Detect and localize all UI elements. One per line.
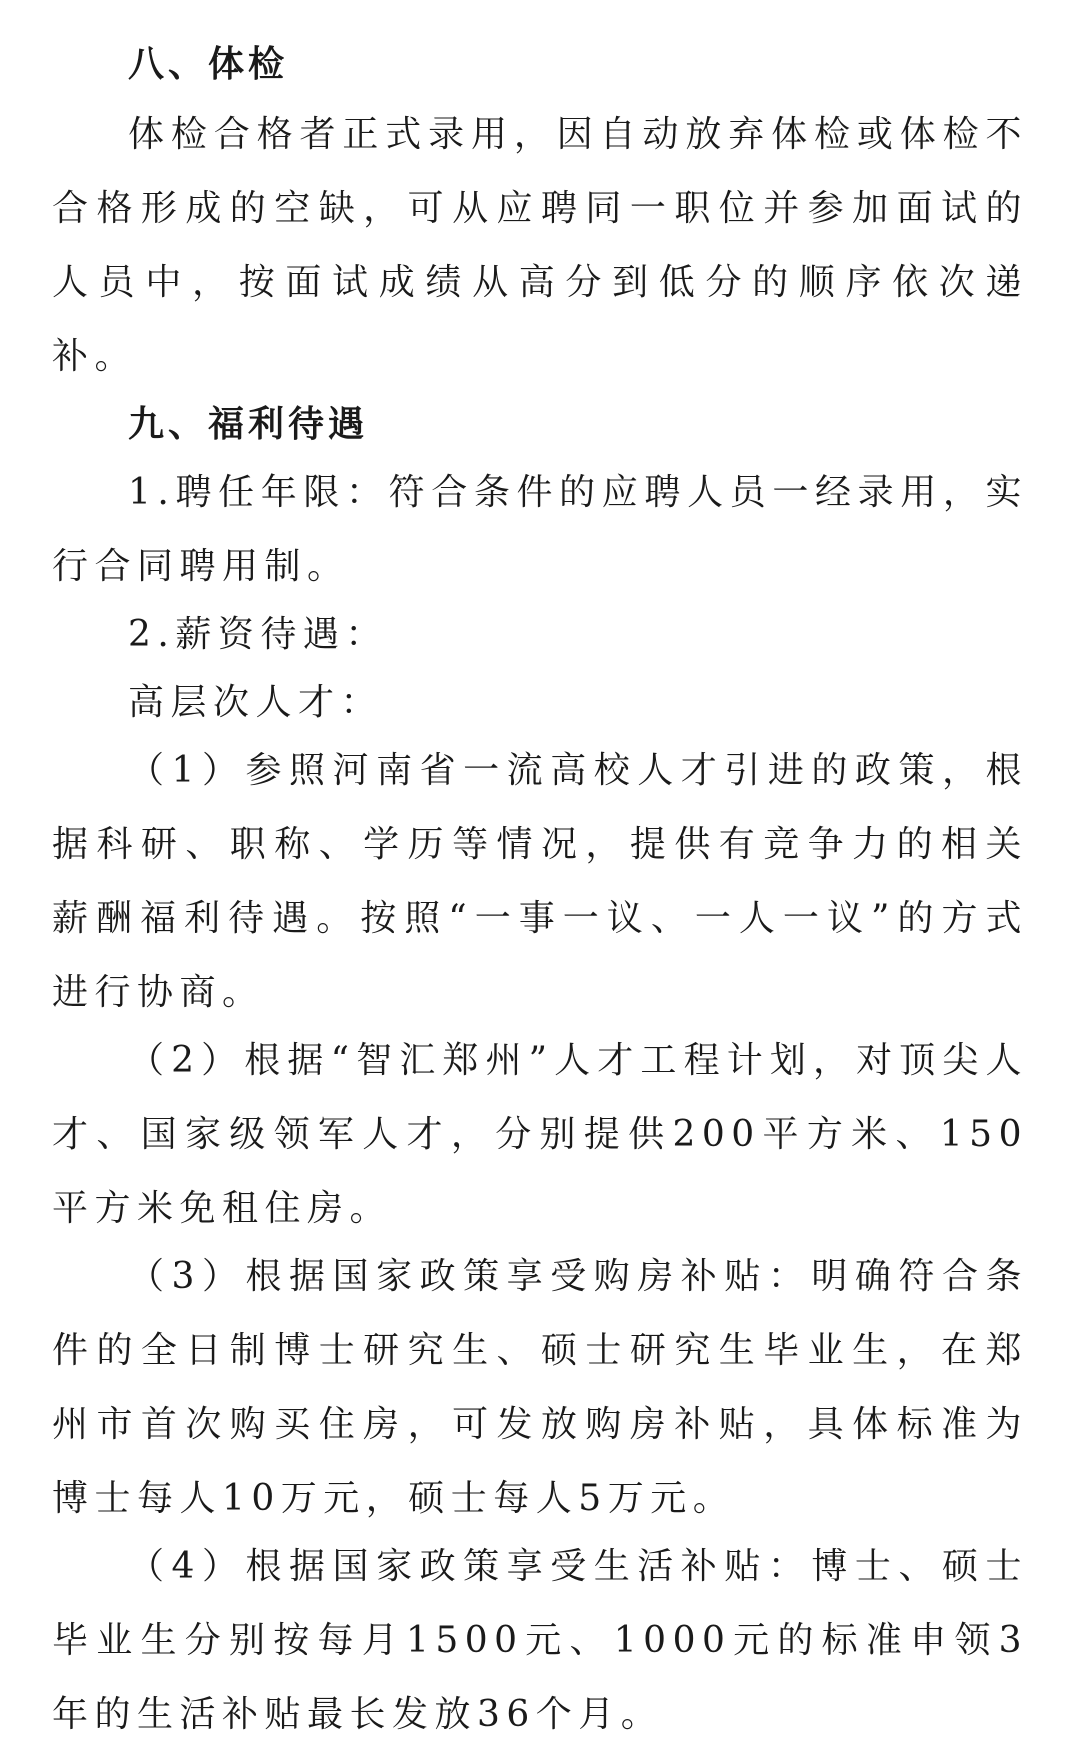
- section-8-body: 体检合格者正式录用，因自动放弃体检或体检不合格形成的空缺，可从应聘同一职位并参加面试的人员中，按面试成绩从高分到低分的顺序依次递补。: [52, 114, 1028, 377]
- benefit-item-1: （1）参照河南省一流高校人才引进的政策，根据科研、职称、学历等情况，提供有竞争力的相关薪酬福利待遇。按照“一事一议、一人一议”的方式进行协商。: [52, 750, 1028, 1013]
- salary-heading: 2.薪资待遇：: [128, 614, 388, 655]
- benefit-item-2: （2）根据“智汇郑州”人才工程计划，对顶尖人才、国家级领军人才，分别提供200平方米、150平方米免租住房。: [52, 1040, 1028, 1229]
- employment-term-paragraph: 1.聘任年限：符合条件的应聘人员一经录用，实行合同聘用制。: [52, 472, 1028, 587]
- benefit-item-4: （4）根据国家政策享受生活补贴：博士、硕士毕业生分别按每月1500元、1000元的标准申领3年的生活补贴最长发放36个月。: [52, 1546, 1028, 1735]
- section-9-heading: 九、福利待遇: [128, 404, 369, 445]
- talent-heading: 高层次人才：: [128, 682, 384, 723]
- benefit-item-3: （3）根据国家政策享受购房补贴：明确符合条件的全日制博士研究生、硕士研究生毕业生，在郑州市首次购买住房，可发放购房补贴，具体标准为博士每人10万元，硕士每人5万元。: [52, 1256, 1028, 1519]
- section-8-heading: 八、体检: [128, 44, 289, 85]
